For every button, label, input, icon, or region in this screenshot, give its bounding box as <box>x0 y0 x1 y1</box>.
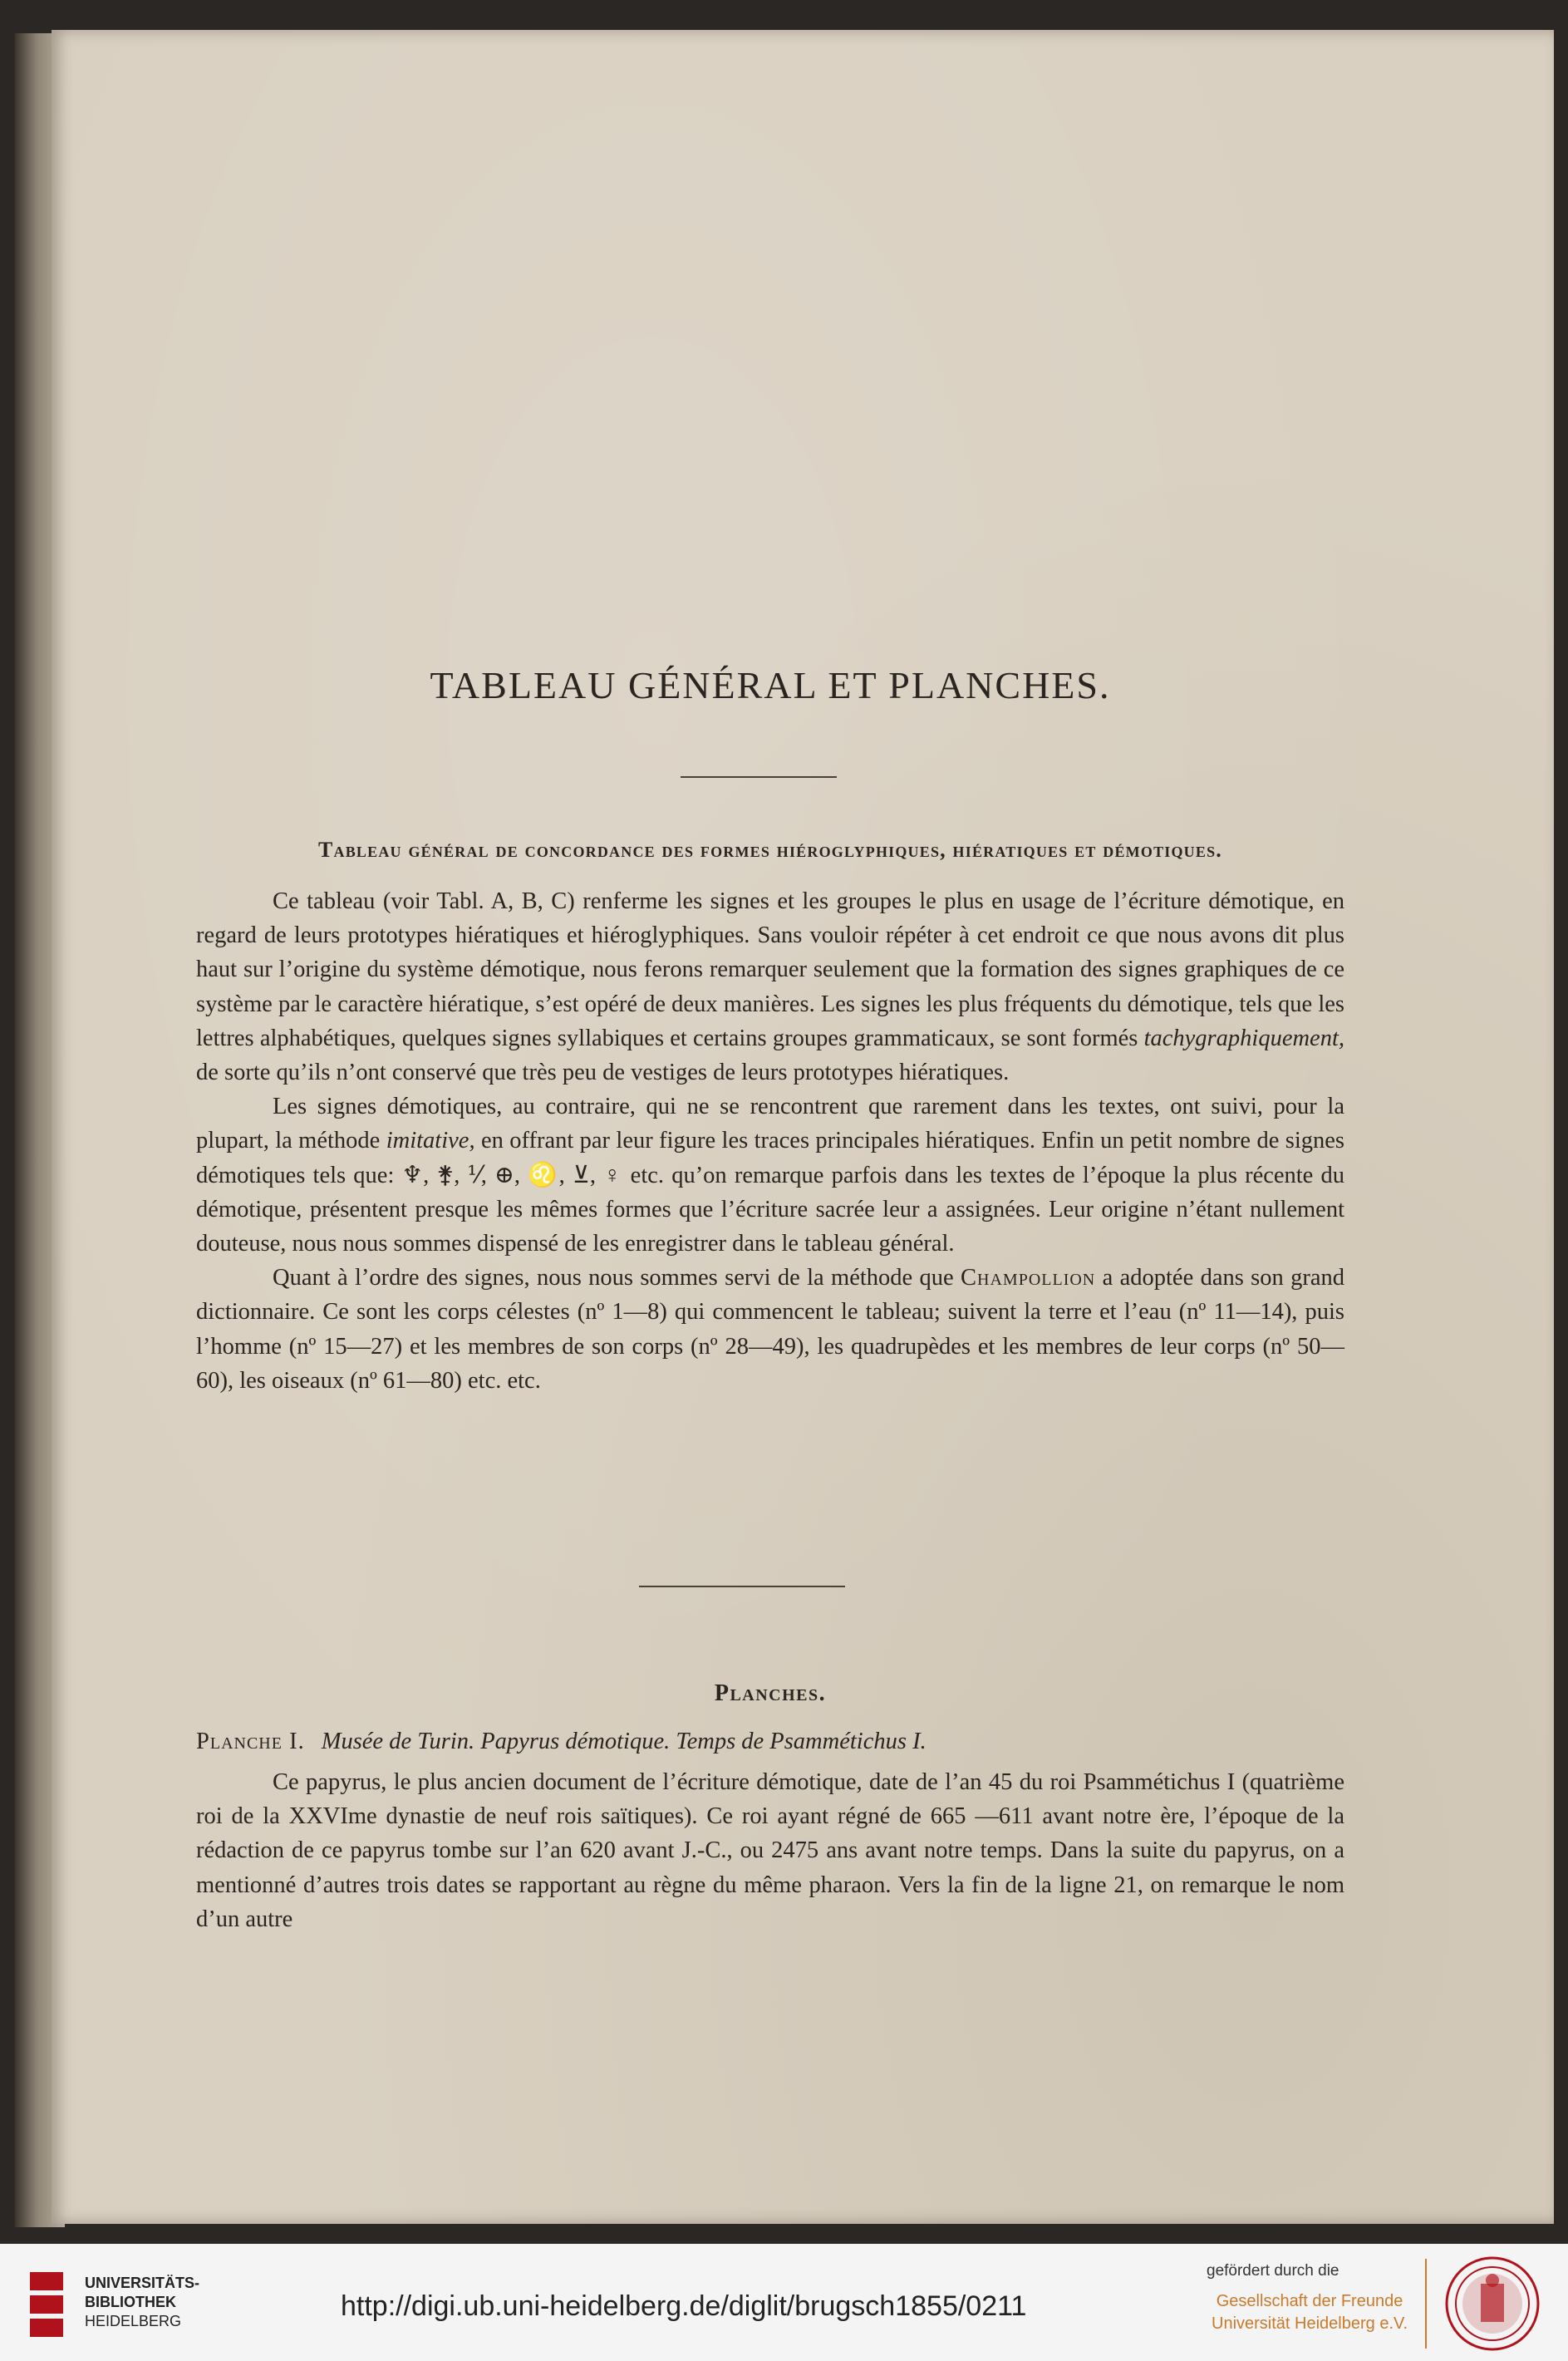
paragraph-3-text-after: a adoptée dans son grand dictionnaire. Ce sont les corps célestes (nº 1—8) qui commencent le tableau; suivent la terre et l’eau (nº 11—14), puis l’homme (nº 15—27) et les membres de son corps (nº 28—49), les quadrupèdes et les membres de leur corps (nº 50—60), les oiseaux (nº 61—80) etc. etc. <box>196 1265 1344 1394</box>
paragraph-3-text: Quant à l’ordre des signes, nous nous sommes servi de la méthode que <box>273 1265 961 1291</box>
paragraph-2-text-end: qu’on remarque parfois dans les textes de l’époque la plus récente du démotique, présentent presque les mêmes formes que l’écriture sacrée leur a assignées. Leur origine n’étant nullement douteuse, nous nous sommes dispensé de les enregistrer dans le tableau général. <box>196 1162 1344 1257</box>
library-name <box>85 2274 199 2331</box>
planche-paragraph: Ce papyrus, le plus ancien document de l’écriture démotique, date de l’an 45 du roi Psammétichus I (quatrième roi de la XXVIme dynastie de neuf rois saïtiques). Ce roi ayant régné de 665 —611 avant notre ère, l’époque de la rédaction de ce papyrus tombe sur l’an 620 avant J.-C., ou 2475 ans avant notre temps. Dans la suite du papyrus, on a mentionné d’autres trois dates se rapportant au règne du même pharaon. Vers la fin de la ligne 21, on remarque le nom d’un autre <box>196 1769 1344 1932</box>
paragraph-1-text: Ce tableau (voir Tabl. A, B, C) renferme les signes et les groupes le plus en usage de l’écriture démotique, en regard de leurs prototypes hiératiques et hiéroglyphiques. Sans vouloir répéter à cet endroit ce que nous avons dit plus haut sur l’origine du système démotique, nous ferons remarquer seulement que la formation des signes graphiques de ce système par le caractère hiératique, s’est opéré de deux manières. Les signes les plus fréquents du démotique, tels que les lettres alphabétiques, quelques signes syllabiques et certains groupes grammaticaux, se sont formés <box>196 888 1344 1051</box>
paragraph-1-text-after: de sorte qu’ils n’ont conservé que très peu de vestiges de leurs prototypes hiératiques. <box>196 1060 1010 1086</box>
paragraph-3 <box>196 1261 1344 1398</box>
paragraph-2-italic: imitative, <box>386 1128 475 1154</box>
planches-heading: Planches. <box>714 1680 827 1706</box>
society-name <box>1212 2290 1408 2335</box>
paragraph-2-text-after: en offrant par leur figure les traces principales hiératiques. Enfin un petit nombre de signes démotiques tels que: <box>196 1128 1344 1188</box>
society-name-line1: Gesellschaft der Freunde <box>1216 2292 1403 2310</box>
champollion-name: Champollion <box>961 1265 1096 1291</box>
footer-divider <box>1425 2259 1427 2349</box>
society-name-line2: Universität Heidelberg e.V. <box>1212 2314 1408 2333</box>
paragraph-2 <box>196 1090 1344 1261</box>
university-seal-icon <box>1444 2255 1541 2352</box>
paragraph-1 <box>196 884 1344 1090</box>
planche-subtitle: Musée de Turin. Papyrus démotique. Temps de Psammétichus I. <box>321 1729 927 1754</box>
paragraph-1-italic: tachygraphiquement, <box>1143 1025 1344 1051</box>
funded-by-text: gefördert durch die <box>1207 2262 1339 2280</box>
footer-bar <box>0 2244 1568 2361</box>
library-name-line1: UNIVERSITÄTS- <box>85 2275 200 2291</box>
section-divider <box>639 1586 845 1587</box>
page-title: TABLEAU GÉNÉRAL ET PLANCHES. <box>430 664 1111 706</box>
section-heading: Tableau général de concordance des formes hiéroglyphiques, hiératiques et démotiques. <box>317 838 1222 862</box>
section-body <box>196 884 1344 1398</box>
demotic-signs: ♆, ⚵, ⅟, ⊕, ♌, ⊻, ♀ etc. <box>401 1162 665 1188</box>
planche-label: Planche I. <box>196 1729 305 1754</box>
library-name-line2: BIBLIOTHEK <box>85 2294 176 2310</box>
library-name-line3: HEIDELBERG <box>85 2313 182 2329</box>
planche-title <box>196 1729 1344 1755</box>
permalink-url[interactable]: http://digi.ub.uni-heidelberg.de/diglit/brugsch1855/0211 <box>341 2290 1027 2322</box>
book-page <box>52 30 1554 2224</box>
title-divider <box>681 776 837 778</box>
planche-body <box>196 1765 1344 1936</box>
paragraph-2-text: Les signes démotiques, au contraire, qui ne se rencontrent que rarement dans les textes, ont suivi, pour la plupart, la méthode <box>196 1094 1344 1154</box>
university-library-logo-icon <box>30 2272 63 2337</box>
